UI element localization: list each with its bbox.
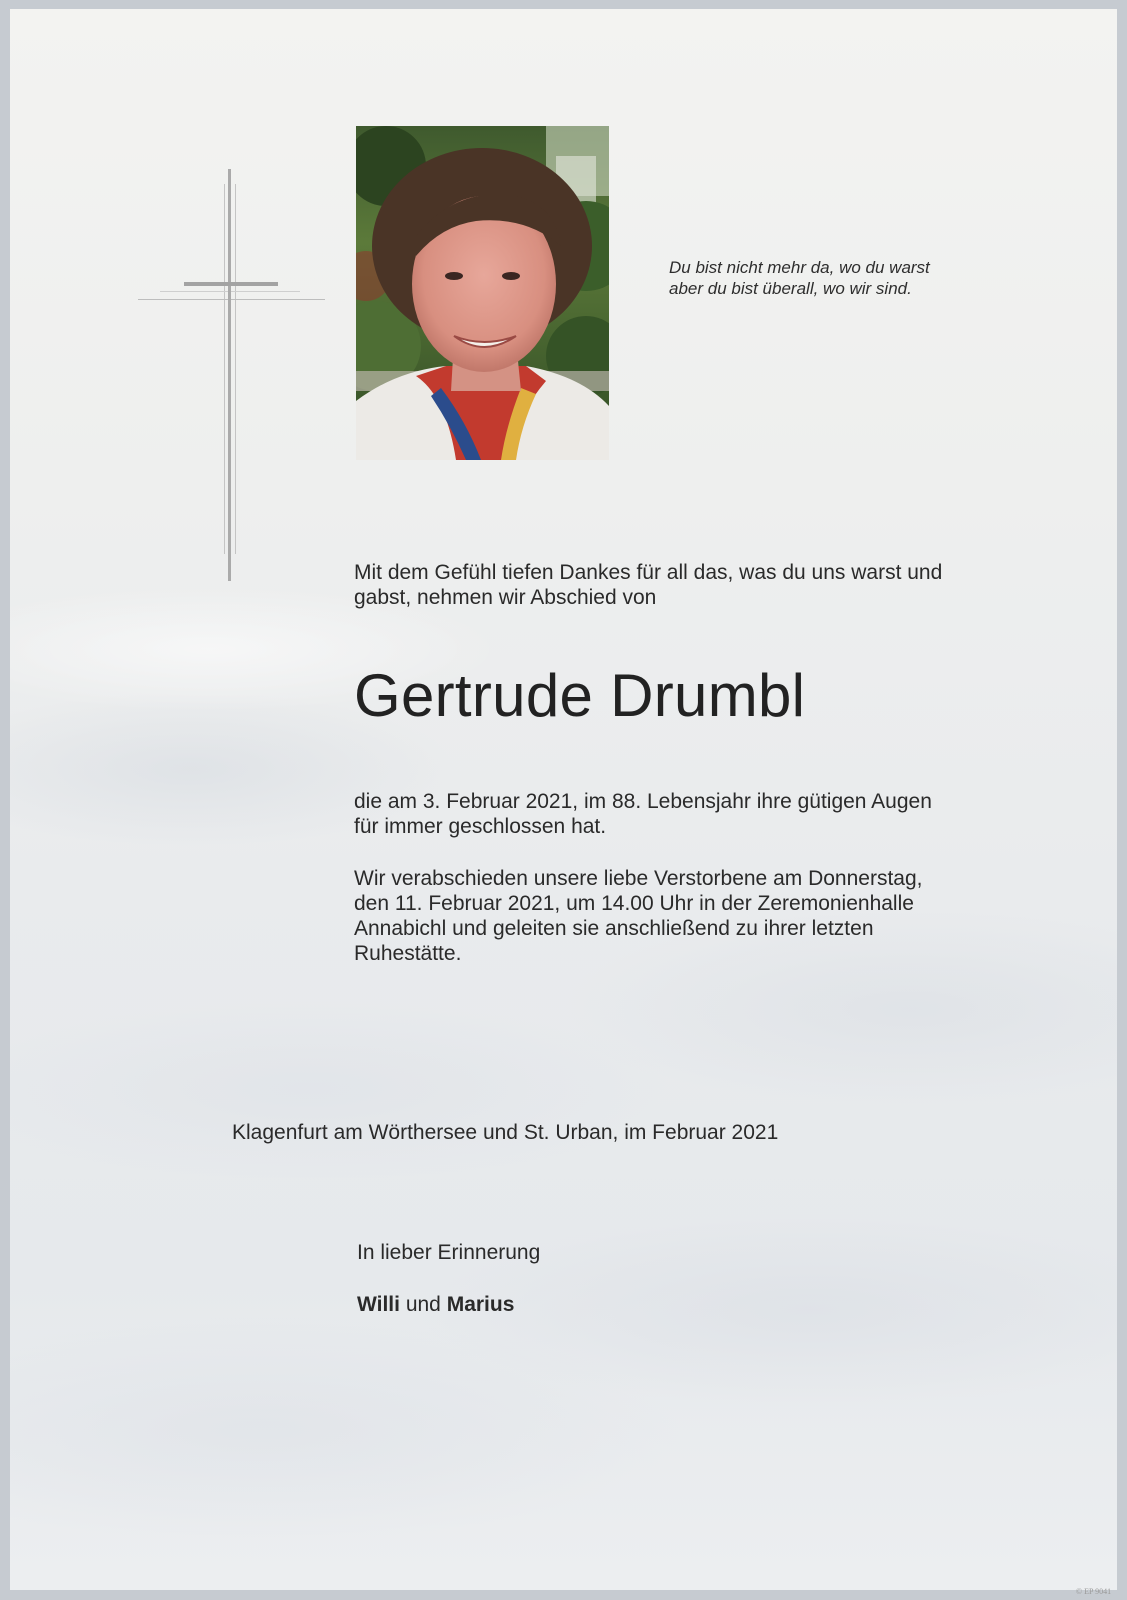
intro-line: Mit dem Gefühl tiefen Dankes für all das, was du uns warst und bbox=[354, 561, 943, 584]
death-notice-line: für immer geschlossen hat. bbox=[354, 815, 607, 838]
signature bbox=[357, 1292, 957, 1317]
place-date: Klagenfurt am Wörthersee und St. Urban, im Februar 2021 bbox=[232, 1121, 779, 1144]
ceremony-text bbox=[354, 866, 1034, 966]
ceremony-line: Ruhestätte. bbox=[354, 942, 462, 965]
cross-icon-beam bbox=[184, 282, 278, 286]
portrait-photo bbox=[356, 126, 609, 460]
cross-icon-line bbox=[235, 184, 236, 554]
ceremony-line: Annabichl und geleiten sie anschließend zu ihrer letzten bbox=[354, 917, 874, 940]
quote bbox=[669, 257, 999, 299]
death-notice-line: die am 3. Februar 2021, im 88. Lebensjahr ihre gütigen Augen bbox=[354, 790, 932, 813]
intro-line: gabst, nehmen wir Abschied von bbox=[354, 586, 657, 609]
intro-text bbox=[354, 560, 1034, 610]
quote-line: Du bist nicht mehr da, wo du warst bbox=[669, 258, 930, 277]
signature-name: Willi bbox=[357, 1293, 400, 1316]
signature-name: Marius bbox=[446, 1293, 515, 1316]
ceremony-line: Wir verabschieden unsere liebe Verstorbene am Donnerstag, bbox=[354, 867, 923, 890]
ceremony-line: den 11. Februar 2021, um 14.00 Uhr in der Zeremonienhalle bbox=[354, 892, 914, 915]
form-code: © EP 9041 bbox=[1076, 1587, 1112, 1596]
quote-line: aber du bist überall, wo wir sind. bbox=[669, 279, 912, 298]
cross-icon-line bbox=[224, 184, 225, 554]
signature-connector: und bbox=[399, 1293, 447, 1316]
death-notice bbox=[354, 789, 1034, 839]
deceased-name: Gertrude Drumbl bbox=[354, 662, 806, 729]
cross-icon-beam bbox=[228, 169, 231, 581]
cross-icon-line bbox=[138, 299, 325, 300]
remembrance-text: In lieber Erinnerung bbox=[357, 1241, 541, 1264]
